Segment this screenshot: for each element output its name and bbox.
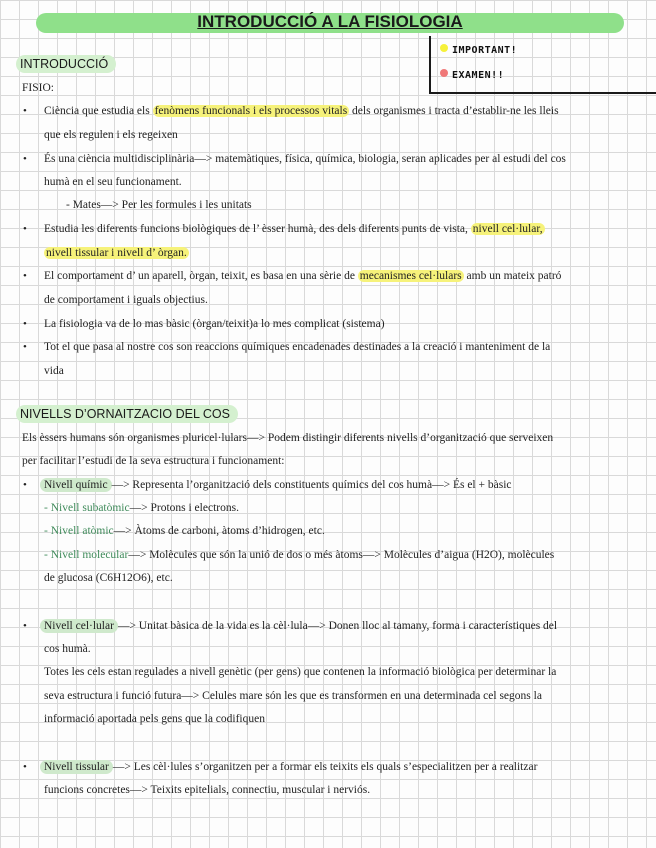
nivell-cellular-note-3: informació aportada pels gens que la codifiquen [44, 713, 265, 725]
bullet-icon: • [23, 105, 27, 117]
level-highlight: Nivell cel·lular [40, 619, 118, 633]
intro-bullet-6: Tot el que pasa al nostre cos son reaccions químiques encadenades destinades a la creació i manteniment de la [44, 341, 551, 353]
intro-bullet-1: Ciència que estudia els fenòmens funcionals i els processos vitals dels organismes i tracta d’establir-ne les lleis [44, 105, 559, 117]
bullet-icon: • [23, 318, 27, 330]
nivell-cellular-note-2: seva estructura i funció futura—> Celules mare són les que es transformen en una determinada cel segons la [44, 690, 542, 702]
bullet-icon: • [23, 223, 27, 235]
important-dot-icon [440, 44, 448, 52]
section-heading-nivells: NIVELLS D’ORNAITZACIO DEL COS [16, 405, 238, 423]
nivells-paragraph-cont: per facilitar l’estudi de la seva estructura i funcionament: [22, 455, 285, 467]
nivell-cellular: Nivell cel·lular —> Unitat bàsica de la vida es la cèl·lula—> Donen lloc al tamany, forma i característiques del [40, 620, 557, 632]
important-highlight: mecanismes cel·lulars [359, 270, 462, 282]
nivell-subatomic: - Nivell subatòmic—> Protons i electrons. [44, 502, 239, 514]
level-highlight: Nivell químic [40, 478, 112, 492]
nivell-tissular-cont: funcions concretes—> Teixits epitelials, connectiu, muscular i nerviós. [44, 784, 371, 796]
bullet-icon: • [23, 761, 27, 773]
intro-bullet-2: És una ciència multidisciplinària—> matemàtiques, física, química, biologia, seran aplicades per al estudi del cos [44, 153, 566, 165]
bullet-icon: • [23, 153, 27, 165]
bullet-icon: • [23, 270, 27, 282]
exam-dot-icon [440, 69, 448, 77]
important-highlight: fenòmens funcionals i els processos vitals [154, 105, 348, 117]
bullet-icon: • [23, 620, 27, 632]
section-heading-introduccio: INTRODUCCIÓ [16, 55, 116, 73]
intro-bullet-5: La fisiologia va de lo mas bàsic (òrgan/teixit)a lo mes complicat (sistema) [44, 318, 385, 330]
legend-important-label: IMPORTANT! [452, 45, 518, 56]
intro-bullet-2-cont: humà en el seu funcionament. [44, 176, 182, 188]
nivell-cellular-cont: cos humà. [44, 643, 91, 655]
important-highlight: nivell tissular i nivell d’ òrgan. [46, 247, 187, 259]
intro-bullet-4-cont: de comportament i iguals objectius. [44, 294, 208, 306]
intro-bullet-4: El comportament d’ un aparell, òrgan, teixit, es basa en una sèrie de mecanismes cel·lulars amb un mateix patró [44, 270, 562, 282]
legend-exam-label: EXAMEN!! [452, 70, 505, 81]
intro-bullet-1-cont: que els regulen i els regeixen [44, 129, 178, 141]
nivell-quimic: Nivell químic —> Representa l’organització dels constituents químics del cos humà—> És el + bàsic [40, 479, 512, 491]
intro-bullet-2-sub: - Mates—> Per les formules i les unitats [66, 199, 252, 211]
page-title: INTRODUCCIÓ A LA FISIOLOGIA [197, 12, 463, 31]
intro-bullet-3: Estudia les diferents funcions biològiques de l’ èsser humà, des dels diferents punts de vista, nivell cel·lular, [44, 223, 543, 235]
nivell-tissular: Nivell tissular —> Les cèl·lules s’organitzen per a formar els teixits els quals s’especialitzen per a realitzar [40, 761, 537, 773]
nivell-atomic: - Nivell atòmic—> Àtoms de carboni, àtoms d’hidrogen, etc. [44, 525, 325, 537]
bullet-icon: • [23, 341, 27, 353]
important-highlight: nivell cel·lular, [472, 223, 543, 235]
nivells-paragraph: Els èssers humans són organismes pluricel·lulars—> Podem distingir diferents nivells d’organització que serveixen [22, 432, 554, 444]
bullet-icon: • [23, 479, 27, 491]
nivell-cellular-note-1: Totes les cels estan regulades a nivell genètic (per gens) que contenen la informació biològica per determinar la [44, 666, 557, 678]
nivell-molecular: - Nivell molecular—> Molècules que són la unió de dos o més àtoms—> Molècules d’aigua (H2O), molècules [44, 549, 555, 561]
intro-bullet-3-cont [44, 247, 189, 259]
fisio-label: FISIO: [22, 82, 54, 94]
intro-bullet-6-cont: vida [44, 365, 64, 377]
level-highlight: Nivell tissular [40, 760, 113, 774]
nivell-molecular-cont: de glucosa (C6H12O6), etc. [44, 572, 173, 584]
